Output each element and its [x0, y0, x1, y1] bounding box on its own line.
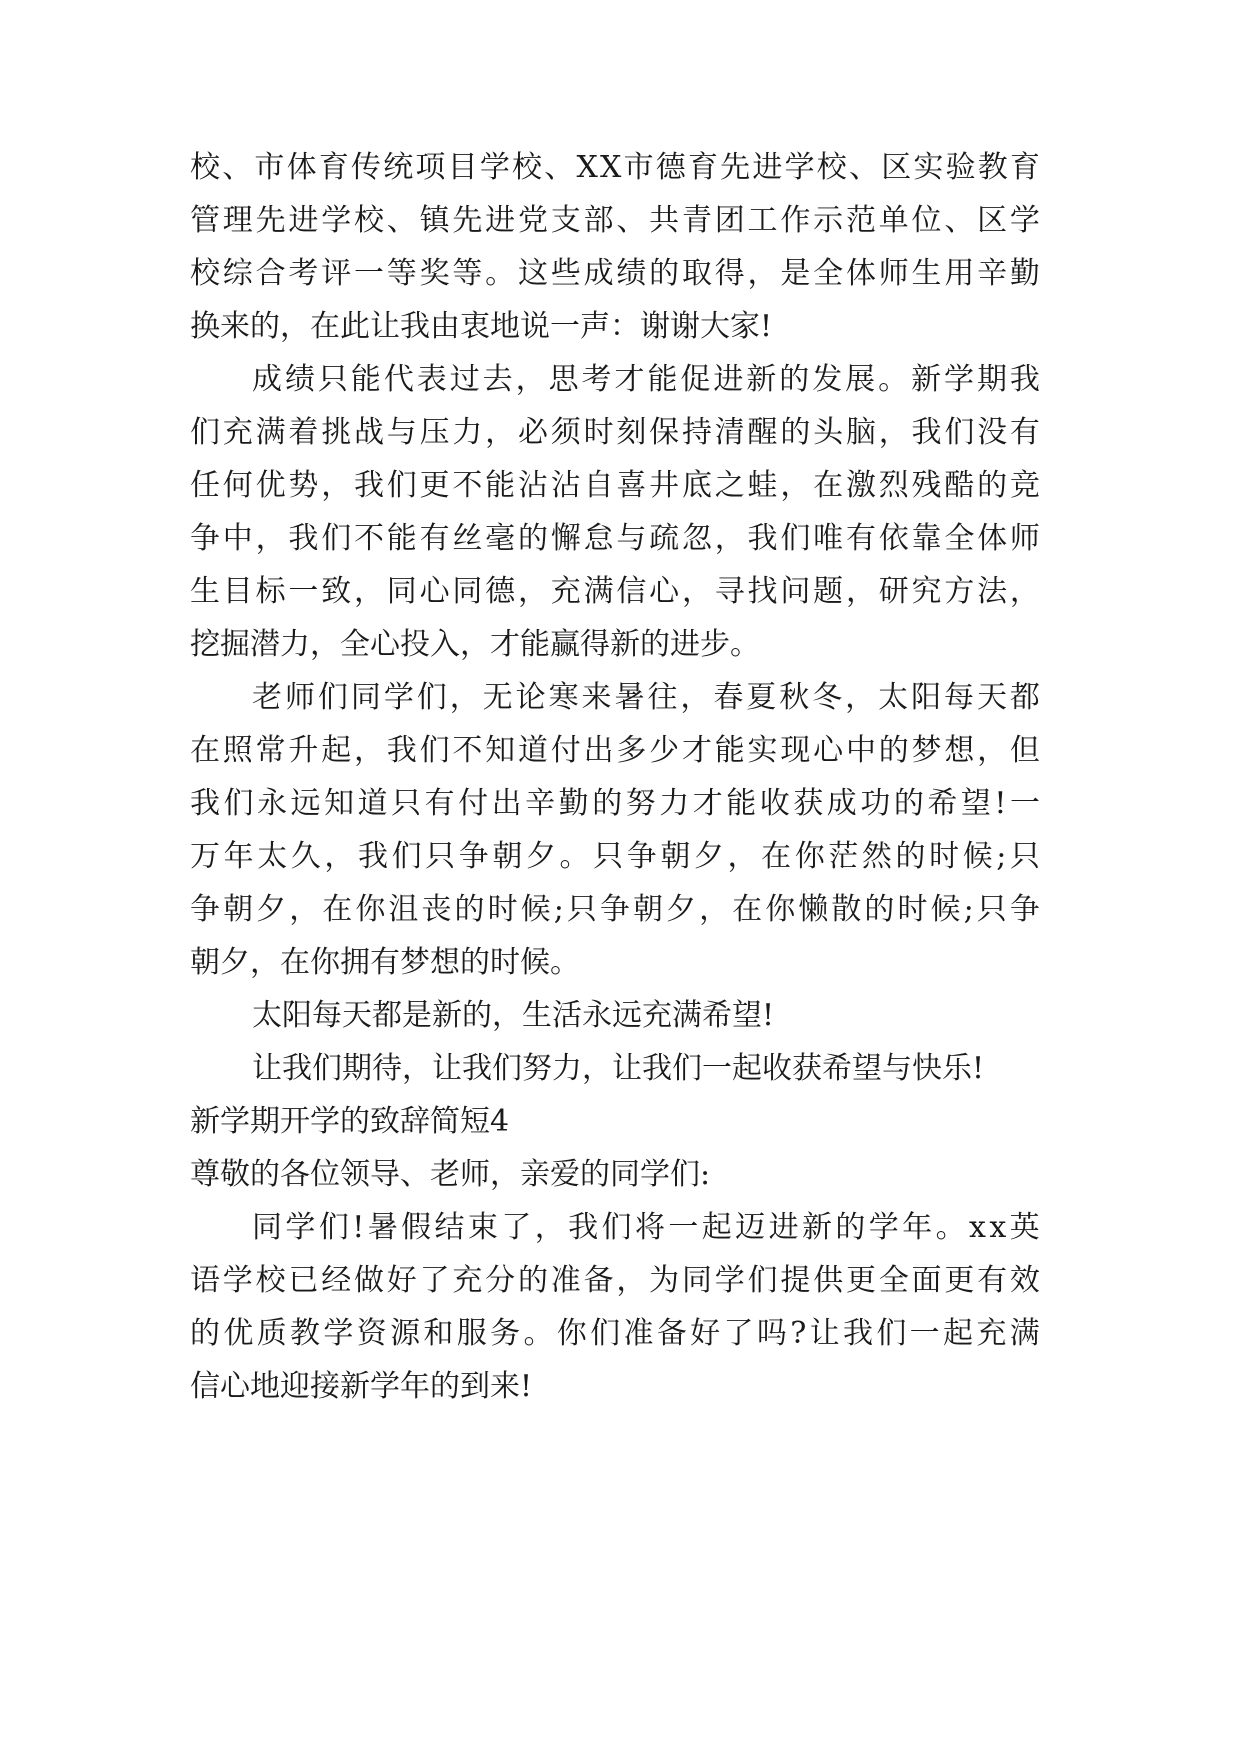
text-line: 争 朝 夕 ， 在 你 沮 丧 的 时 候 ; 只 争 朝 夕 ， 在 你 懒 散 的 时 候 ; 只 争: [190, 892, 1040, 927]
text-line: 在 照 常 升 起 ， 我 们 不 知 道 付 出 多 少 才 能 实 现 心 中 的 梦 想 ， 但: [190, 733, 1040, 768]
text-line: 老 师 们 同 学 们 ， 无 论 寒 来 暑 往 ， 春 夏 秋 冬 ， 太 阳 每 天 都: [252, 680, 1040, 715]
text-line: 同 学 们 ! 暑 假 结 束 了 ， 我 们 将 一 起 迈 进 新 的 学 年 。 x x 英: [252, 1210, 1040, 1245]
text-line: 我 们 永 远 知 道 只 有 付 出 辛 勤 的 努 力 才 能 收 获 成 功 的 希 望 ! 一: [190, 786, 1040, 821]
text-line: 成 绩 只 能 代 表 过 去 ， 思 考 才 能 促 进 新 的 发 展 。 新 学 期 我: [252, 362, 1040, 397]
text-line: 太阳每天都是新的，生活永远充满希望!: [252, 998, 775, 1033]
text-line: 生 目 标 一 致 ， 同 心 同 德 ， 充 满 信 心 ， 寻 找 问 题 ， 研 究 方 法 ，: [190, 574, 1040, 609]
document-page: [190, 0, 1060, 1754]
text-line: 争 中 ， 我 们 不 能 有 丝 毫 的 懈 怠 与 疏 忽 ， 我 们 唯 有 依 靠 全 体 师: [190, 521, 1040, 556]
text-line: 万 年 太 久 ， 我 们 只 争 朝 夕 。 只 争 朝 夕 ， 在 你 茫 然 的 时 候 ; 只: [190, 839, 1040, 874]
text-line: 任 何 优 势 ， 我 们 更 不 能 沾 沾 自 喜 井 底 之 蛙 ， 在 激 烈 残 酷 的 竞: [190, 468, 1040, 503]
text-line: 校 综 合 考 评 一 等 奖 等 。 这 些 成 绩 的 取 得 ， 是 全 体 师 生 用 辛 勤: [190, 256, 1040, 291]
text-line: 语 学 校 已 经 做 好 了 充 分 的 准 备 ， 为 同 学 们 提 供 更 全 面 更 有 效: [190, 1263, 1040, 1298]
text-line: 朝夕，在你拥有梦想的时候。: [190, 945, 580, 980]
text-line: 的 优 质 教 学 资 源 和 服 务 。 你 们 准 备 好 了 吗 ? 让 我 们 一 起 充 满: [190, 1316, 1040, 1351]
text-line: 们 充 满 着 挑 战 与 压 力 ， 必 须 时 刻 保 持 清 醒 的 头 脑 ， 我 们 没 有: [190, 415, 1040, 450]
text-line: 信心地迎接新学年的到来!: [190, 1369, 533, 1404]
text-line: 让我们期待，让我们努力，让我们一起收获希望与快乐!: [252, 1051, 985, 1086]
text-line: 管 理 先 进 学 校 、 镇 先 进 党 支 部 、 共 青 团 工 作 示 范 单 位 、 区 学: [190, 203, 1040, 238]
section-heading: 新学期开学的致辞简短4: [190, 1104, 510, 1139]
text-line: 换来的，在此让我由衷地说一声：谢谢大家!: [190, 309, 773, 344]
text-line: 挖掘潜力，全心投入，才能赢得新的进步。: [190, 627, 760, 662]
text-line: 校 、 市 体 育 传 统 项 目 学 校 、 X X 市 德 育 先 进 学 校 、 区 实 验 教 育: [190, 150, 1040, 185]
salutation: 尊敬的各位领导、老师，亲爱的同学们:: [190, 1157, 711, 1192]
